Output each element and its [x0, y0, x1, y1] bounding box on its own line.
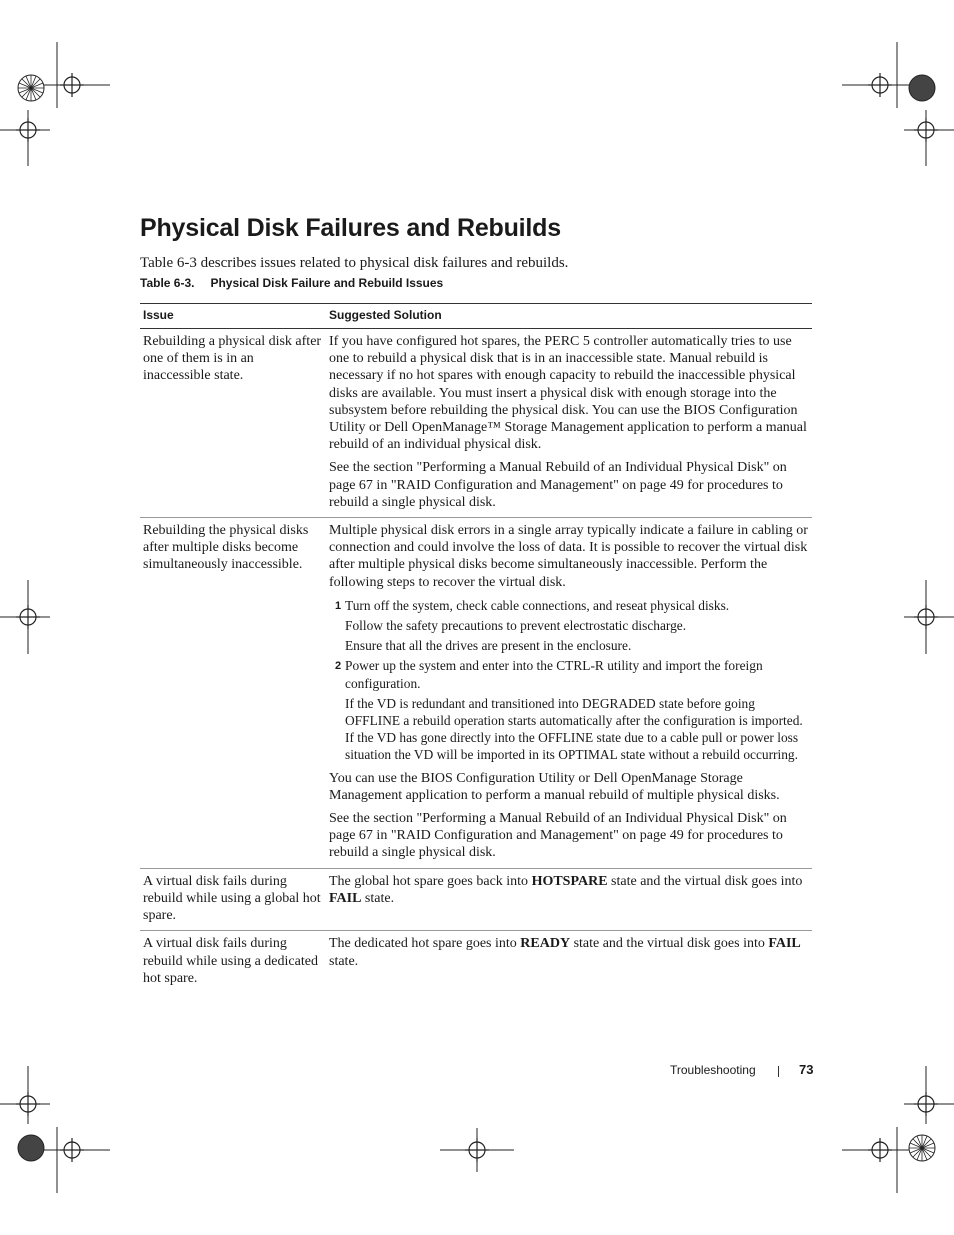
- table-header-row: [140, 304, 812, 329]
- column-header-solution: Suggested Solution: [326, 304, 812, 329]
- footer-section-name: Troubleshooting: [670, 1063, 756, 1077]
- procedure-steps: [329, 597, 809, 764]
- table-row: [140, 518, 812, 869]
- intro-paragraph: Table 6-3 describes issues related to physical disk failures and rebuilds.: [140, 255, 569, 271]
- footer-separator: [778, 1066, 779, 1077]
- table-row: [140, 868, 812, 931]
- column-header-issue: Issue: [140, 304, 326, 329]
- step-note: If the VD is redundant and transitioned into DEGRADED state before going OFFLINE a rebuild operation starts automatically after the configuration is imported. If the VD has gone directly into the OFFLINE state due to a cable pull or power loss situation the VD will be imported in its OPTIMAL state without a rebuild occurring.: [345, 695, 803, 763]
- solution-text: The global hot spare goes back into: [329, 873, 532, 889]
- page-title: Physical Disk Failures and Rebuilds: [140, 214, 561, 242]
- step-note: Follow the safety precautions to prevent electrostatic discharge.: [345, 618, 687, 634]
- state-keyword: FAIL: [329, 890, 362, 906]
- issues-table: [140, 303, 812, 993]
- step-text: Power up the system and enter into the CTRL-R utility and import the foreign configuration.: [345, 658, 763, 691]
- issue-cell: A virtual disk fails during rebuild while using a dedicated hot spare.: [143, 936, 318, 986]
- solution-cell: [326, 329, 812, 518]
- table-caption: [140, 276, 443, 290]
- table-caption-title: Physical Disk Failure and Rebuild Issues: [210, 276, 444, 290]
- table-row: [140, 329, 812, 518]
- solution-cell: [326, 518, 812, 869]
- state-keyword: READY: [520, 936, 571, 952]
- step-number: 1: [335, 599, 342, 612]
- step-item: [329, 657, 809, 691]
- solution-text: state.: [329, 953, 359, 969]
- state-keyword: HOTSPARE: [531, 873, 608, 889]
- solution-text: state.: [361, 890, 395, 906]
- solution-cell: [326, 868, 812, 931]
- state-keyword: FAIL: [768, 936, 801, 952]
- issue-cell: A virtual disk fails during rebuild while using a global hot spare.: [140, 868, 326, 931]
- solution-paragraph: See the section "Performing a Manual Rebuild of an Individual Physical Disk" on page 67 in "RAID Configuration and Management" on page 49 for procedures to rebuild a single physical disk.: [329, 811, 787, 861]
- solution-paragraph: If you have configured hot spares, the PERC 5 controller automatically tries to use one to rebuild a physical disk that is in an inaccessible state. Manual rebuild is necessary if no hot spares with enough capacity to rebuild the inaccessible physical disks are available. You must insert a physical disk with enough storage into the subsystem before rebuilding the physical disk. You can use the BIOS Configuration Utility or Dell OpenManage™ Storage Management application to perform a manual rebuild of an individual physical disk.: [329, 334, 807, 453]
- solution-text: The dedicated hot spare goes into: [329, 936, 521, 952]
- step-item: [329, 597, 809, 614]
- solution-paragraph: See the section "Performing a Manual Rebuild of an Individual Physical Disk" on page 67 in "RAID Configuration and Management" on page 49 for procedures to rebuild a single physical disk.: [329, 460, 787, 510]
- step-number: 2: [335, 660, 342, 673]
- issue-cell: Rebuilding the physical disks after multiple disks become simultaneously inaccessible.: [140, 518, 326, 869]
- solution-paragraph: Multiple physical disk errors in a single array typically indicate a failure in cabling or connection and could involve the loss of data. It is possible to recover the virtual disk after multiple physical disks become simultaneously inaccessible. Perform the following steps to recover the virtual disk.: [329, 523, 808, 590]
- table-row: [140, 931, 812, 993]
- table-caption-label: Table 6-3.: [140, 276, 195, 290]
- step-note: Ensure that all the drives are present in the enclosure.: [345, 638, 632, 654]
- footer-page-number: 73: [799, 1062, 814, 1077]
- solution-cell: [326, 931, 812, 993]
- solution-paragraph: You can use the BIOS Configuration Utility or Dell OpenManage Storage Management application to perform a manual rebuild of multiple physical disks.: [329, 770, 780, 803]
- issue-cell: Rebuilding a physical disk after one of them is in an inaccessible state.: [140, 329, 326, 518]
- step-text: Turn off the system, check cable connections, and reseat physical disks.: [345, 597, 730, 613]
- solution-text: state and the virtual disk goes into: [607, 873, 803, 889]
- solution-text: state and the virtual disk goes into: [570, 936, 769, 952]
